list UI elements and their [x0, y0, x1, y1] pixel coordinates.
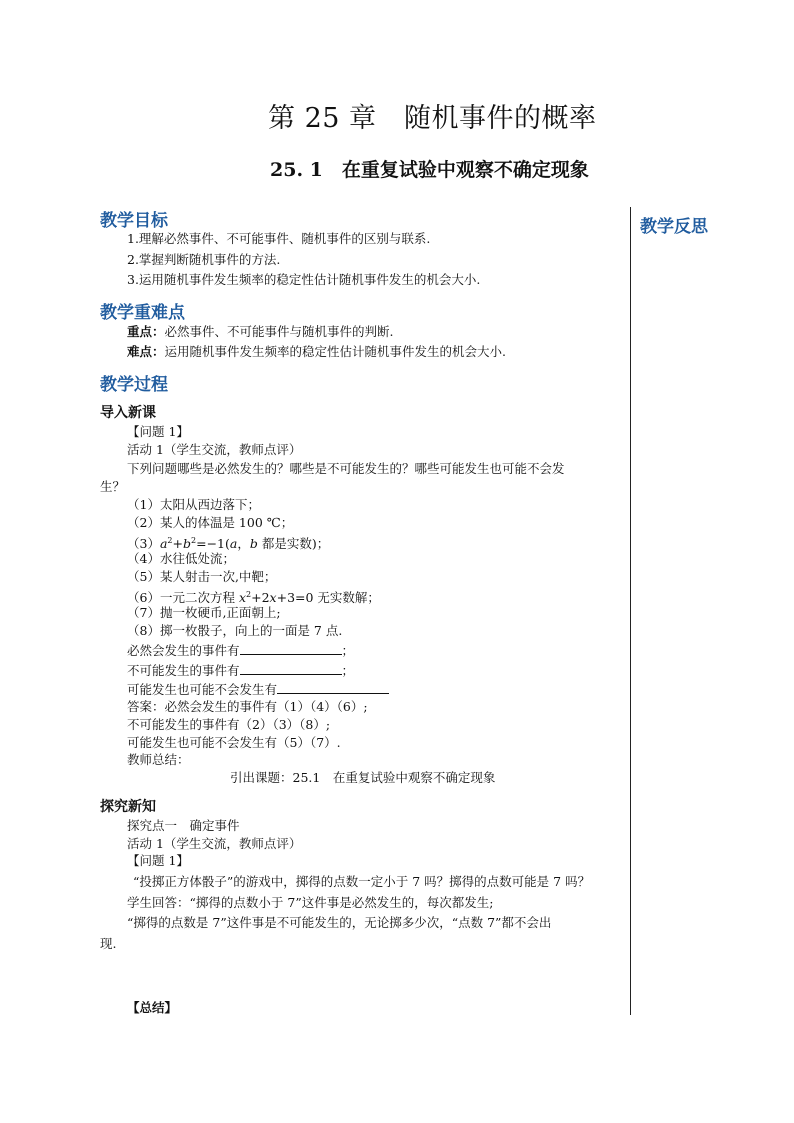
intro-item: （7）抛一枚硬币,正面朝上; [127, 605, 281, 620]
item3-rest: =−1( [196, 536, 230, 552]
answer-line: 不可能发生的事件有（2）（3）（8）; [127, 717, 331, 732]
var-a: a [159, 536, 168, 552]
intro-item: （5）某人射击一次,中靶； [127, 569, 277, 584]
blank-line [240, 641, 342, 655]
intro-item: （8）掷一枚骰子，向上的一面是 7 点. [127, 623, 343, 638]
intro-question-line2: 生？ [100, 479, 126, 494]
sup: 2 [246, 590, 252, 599]
var-b: b [182, 536, 191, 552]
focus-line [127, 323, 394, 340]
item3-tail: 都是实数)； [257, 536, 330, 552]
explore-answer: 现. [100, 936, 117, 951]
difficulty-line [127, 343, 506, 360]
goal-item: 3.运用随机事件发生频率的稳定性估计随机事件发生的机会大小. [127, 272, 481, 287]
blank-line [240, 661, 342, 675]
answer-line: 答案：必然会发生的事件有（1）（4）（6）; [127, 699, 368, 714]
fill3-label: 可能发生也可能不会发生有 [127, 682, 278, 697]
item6-prefix: （6）一元二次方程 [127, 590, 239, 606]
focus-text: 必然事件、不可能事件与随机事件的判断. [164, 324, 394, 339]
goal-item: 1.理解必然事件、不可能事件、随机事件的区别与联系. [127, 231, 431, 246]
difficulty-label: 难点： [127, 344, 165, 359]
intro-question-line1: 下列问题哪些是必然发生的？哪些是不可能发生的？哪些可能发生也可能不会发 [127, 461, 565, 476]
fill1-end: ； [341, 643, 355, 658]
item6-rest: +2 [251, 590, 270, 606]
plus: + [172, 536, 183, 552]
explore-activity: 活动 1（学生交流，教师点评） [127, 836, 302, 851]
difficulty-text: 运用随机事件发生频率的稳定性估计随机事件发生的机会大小. [164, 344, 506, 359]
var-x: x [269, 590, 277, 606]
lead-topic: 引出课题：25.1 在重复试验中观察不确定现象 [230, 770, 496, 785]
explore-answer: “掷得的点数是 7”这件事是不可能发生的，无论掷多少次，“点数 7”都不会出 [127, 915, 552, 930]
explore-heading: 探究新知 [100, 799, 156, 815]
fill2-label: 不可能发生的事件有 [127, 663, 240, 678]
fill2-end: ； [341, 663, 355, 678]
fill1-label: 必然会发生的事件有 [127, 643, 240, 658]
key-points-heading: 教学重难点 [100, 303, 185, 323]
section-title: 25. 1 在重复试验中观察不确定现象 [270, 159, 589, 181]
reflection-heading: 教学反思 [640, 217, 708, 237]
item3-prefix: （3） [127, 536, 160, 552]
fill-blank-1 [127, 641, 354, 659]
intro-item: （2）某人的体温是 100 ℃； [127, 515, 294, 530]
var-x: x [238, 590, 246, 606]
goals-heading: 教学目标 [100, 211, 168, 231]
process-heading: 教学过程 [100, 375, 168, 395]
item6-tail: +3=0 无实数解； [276, 590, 380, 606]
explore-point: 探究点一 确定事件 [127, 818, 240, 833]
comma: ， [237, 536, 250, 552]
explore-problem-label: 【问题 1】 [127, 853, 189, 868]
fill-blank-2 [127, 661, 354, 679]
focus-label: 重点： [127, 324, 165, 339]
sup: 2 [167, 536, 173, 545]
intro-item: （4）水往低处流； [127, 551, 235, 566]
fill-blank-3 [127, 680, 389, 698]
explore-question: “投掷正方体骰子”的游戏中，掷得的点数一定小于 7 吗？掷得的点数可能是 7 吗？ [133, 874, 591, 889]
intro-item: （1）太阳从西边落下； [127, 497, 260, 512]
blank-line [277, 680, 389, 694]
summary-label: 【总结】 [127, 1000, 178, 1015]
intro-activity: 活动 1（学生交流，教师点评） [127, 442, 302, 457]
explore-answer: 学生回答：“掷得的点数小于 7”这件事是必然发生的，每次都发生; [127, 895, 494, 910]
column-divider [630, 207, 631, 1015]
teacher-summary: 教师总结： [127, 752, 190, 767]
goal-item: 2.掌握判断随机事件的方法. [127, 252, 281, 267]
var-a: a [229, 536, 238, 552]
var-b: b [249, 536, 258, 552]
answer-line: 可能发生也可能不会发生有（5）（7）. [127, 735, 341, 750]
intro-heading: 导入新课 [100, 405, 156, 421]
chapter-title: 第 25 章 随机事件的概率 [268, 103, 597, 134]
intro-problem-label: 【问题 1】 [127, 424, 189, 439]
sup: 2 [191, 536, 197, 545]
